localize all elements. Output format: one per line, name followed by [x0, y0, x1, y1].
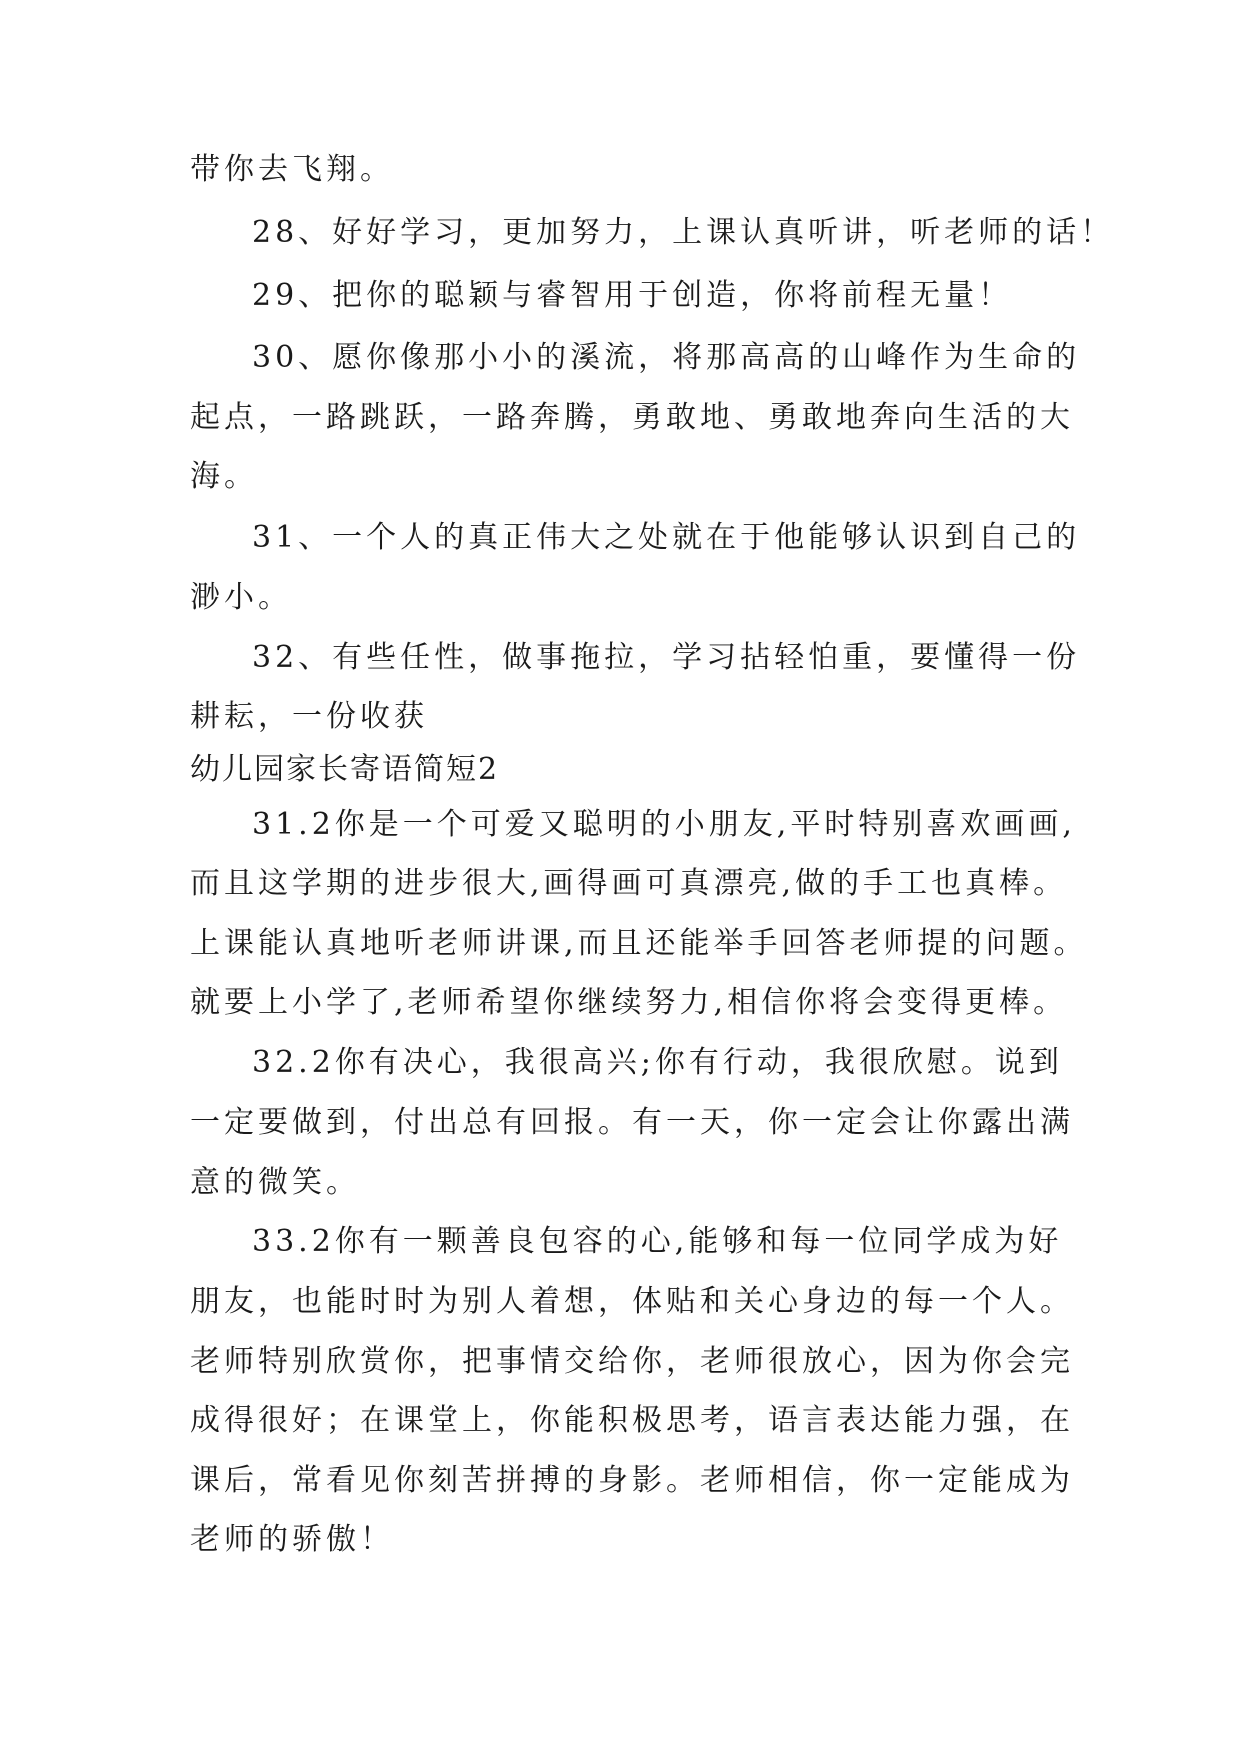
text-line: 老师的骄傲！	[190, 1522, 394, 1557]
text-line: 上课能认真地听老师讲课,而且还能举手回答老师提的问题。	[190, 926, 1088, 961]
text-line: 海。	[190, 459, 258, 494]
text-line: 31、一个人的真正伟大之处就在于他能够认识到自己的	[252, 520, 1081, 555]
text-line: 渺小。	[190, 580, 292, 615]
text-line: 一定要做到，付出总有回报。有一天，你一定会让你露出满	[190, 1105, 1074, 1140]
text-line: 朋友，也能时时为别人着想，体贴和关心身边的每一个人。	[190, 1284, 1074, 1319]
text-line: 30、愿你像那小小的溪流，将那高高的山峰作为生命的	[252, 340, 1081, 375]
text-line: 28、好好学习，更加努力，上课认真听讲，听老师的话！	[252, 215, 1115, 250]
text-line: 32、有些任性，做事拖拉，学习拈轻怕重，要懂得一份	[252, 640, 1081, 675]
text-line: 29、把你的聪颖与睿智用于创造，你将前程无量！	[252, 278, 1013, 313]
text-line: 带你去飞翔。	[190, 152, 394, 187]
text-line: 老师特别欣赏你，把事情交给你，老师很放心，因为你会完	[190, 1344, 1074, 1379]
text-line: 31.2你是一个可爱又聪明的小朋友,平时特别喜欢画画,	[252, 807, 1076, 842]
section-heading: 幼儿园家长寄语简短2	[190, 752, 500, 787]
text-line: 成得很好；在课堂上，你能积极思考，语言表达能力强，在	[190, 1403, 1074, 1438]
text-line: 32.2你有决心，我很高兴;你有行动，我很欣慰。说到	[252, 1045, 1063, 1080]
text-line: 起点，一路跳跃，一路奔腾，勇敢地、勇敢地奔向生活的大	[190, 400, 1074, 435]
text-line: 33.2你有一颗善良包容的心,能够和每一位同学成为好	[252, 1224, 1063, 1259]
text-line: 意的微笑。	[190, 1165, 360, 1200]
text-line: 课后，常看见你刻苦拼搏的身影。老师相信，你一定能成为	[190, 1463, 1074, 1498]
text-line: 而且这学期的进步很大,画得画可真漂亮,做的手工也真棒。	[190, 866, 1068, 901]
text-line: 耕耘，一份收获	[190, 699, 428, 734]
text-line: 就要上小学了,老师希望你继续努力,相信你将会变得更棒。	[190, 985, 1068, 1020]
